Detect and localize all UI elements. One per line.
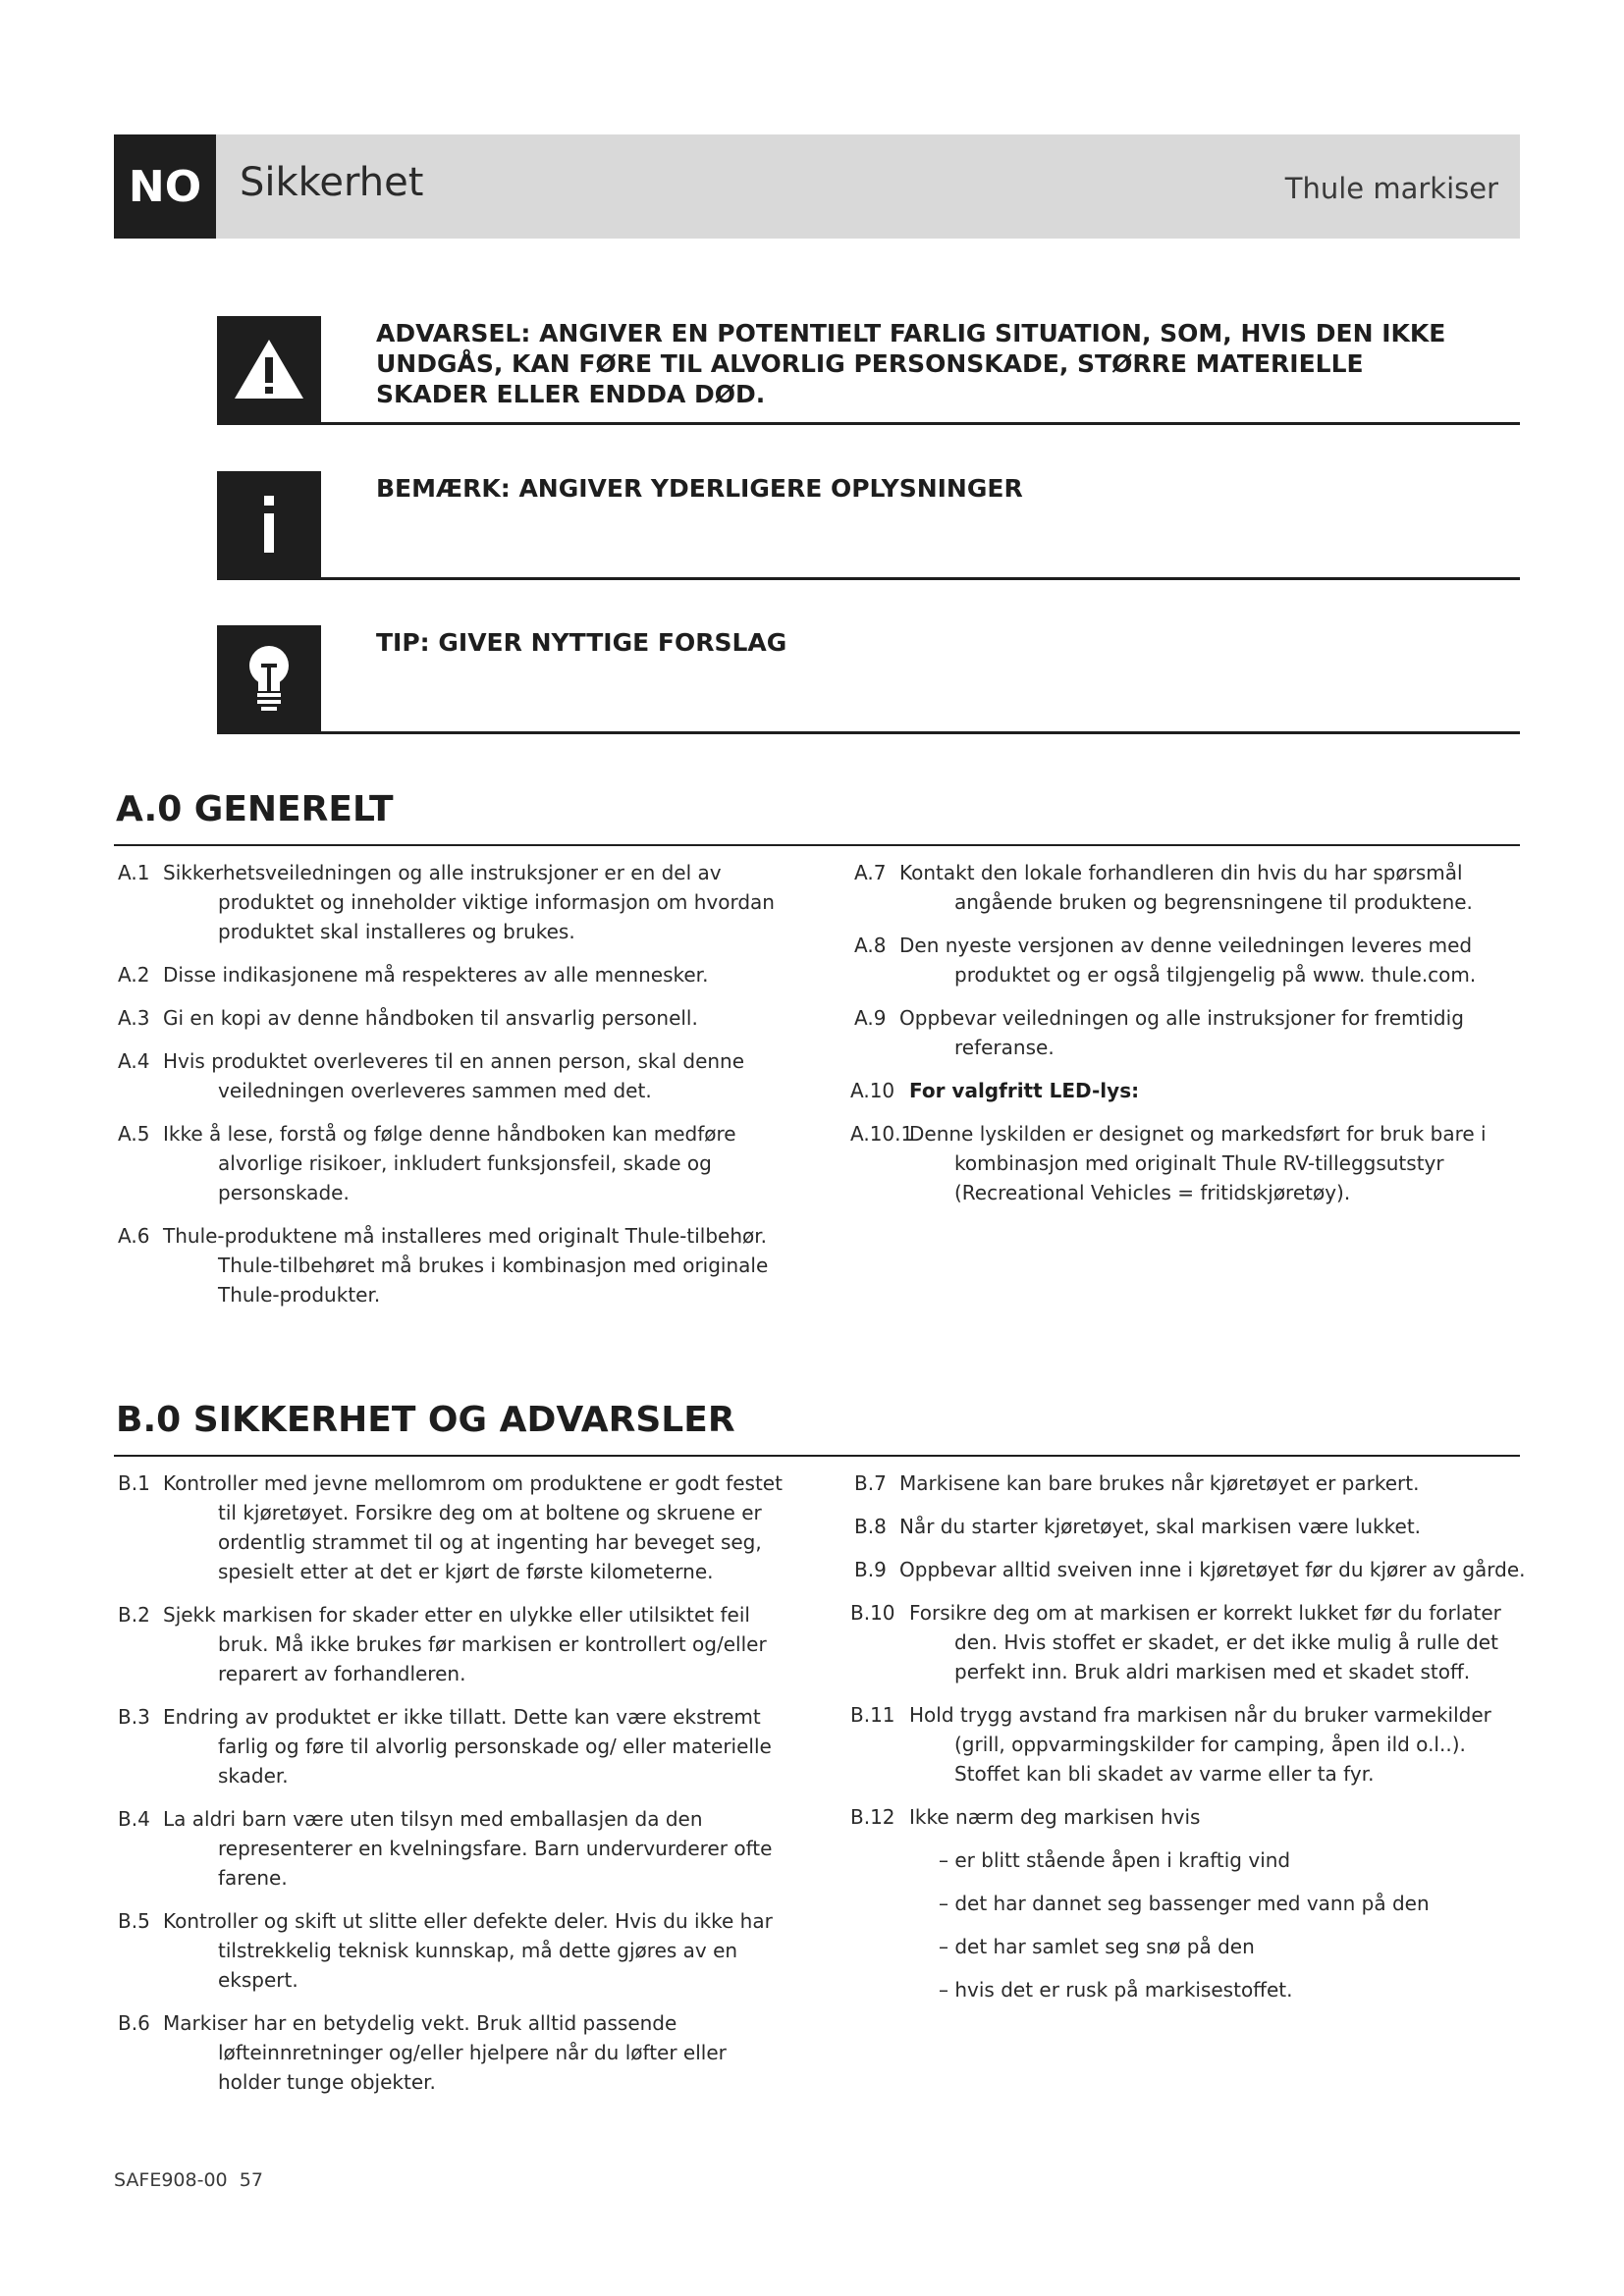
section-a-title: A.0 GENERELT (116, 789, 394, 829)
list-item: B.4 La aldri barn være uten tilsyn med emballasjen da den representerer en kvelningsfare. Barn undervurderer ofte farene. (118, 1807, 773, 1890)
bullet-item: – det har samlet seg snø på den (939, 1935, 1255, 1958)
list-item: A.2 Disse indikasjonene må respekteres av alle mennesker. (118, 963, 709, 987)
list-item: B.8 Når du starter kjøretøyet, skal markisen være lukket. (854, 1515, 1422, 1538)
section-b-right-column (850, 1468, 1528, 2018)
list-item: B.3 Endring av produktet er ikke tillatt. Dette kan være ekstremt farlig og føre til alvorlig personskade og/ eller materielle skader. (118, 1705, 772, 1788)
list-item: A.6 Thule-produktene må installeres med originalt Thule-tilbehør. Thule-tilbehøret må brukes i kombinasjon med originale Thule-produkter. (118, 1224, 769, 1307)
section-b-left-column (114, 1468, 791, 2110)
list-item: A.7 Kontakt den lokale forhandleren din hvis du har spørsmål angående bruken og begrensningene til produktene. (854, 861, 1473, 914)
info-icon (217, 471, 321, 577)
page-title: Sikkerhet (240, 160, 424, 205)
warning-icon (217, 316, 321, 422)
notice-warning (217, 316, 1520, 425)
list-item: A.10.1 Denne lyskilden er designet og markedsført for bruk bare i kombinasjon med originalt Thule RV-tilleggsutstyr (Recreational Vehicles = fritidskjøretøy). (850, 1122, 1487, 1204)
section-a-heading (114, 787, 1520, 846)
list-item: B.2 Sjekk markisen for skader etter en ulykke eller utilsiktet feil bruk. Må ikke brukes før markisen er kontrollert og/eller reparert av forhandleren. (118, 1603, 767, 1685)
lightbulb-icon (217, 625, 321, 731)
notice-warning-text: ADVARSEL: ANGIVER EN POTENTIELT FARLIG SITUATION, SOM, HVIS DEN IKKE UNDGÅS, KAN FØRE TIL ALVORLIG PERSONSKADE, STØRRE MATERIELLE SKADER ELLER ENDDA DØD. (376, 319, 1446, 408)
document-code: SAFE908-00 (114, 2169, 228, 2191)
notice-info-text: BEMÆRK: ANGIVER YDERLIGERE OPLYSNINGER (376, 474, 1023, 503)
list-item: A.8 Den nyeste versjonen av denne veiledningen leveres med produktet og er også tilgjengelig på www. thule.com. (854, 934, 1477, 987)
list-item: B.12 Ikke nærm deg markisen hvis (850, 1805, 1201, 1829)
list-item-heading: A.10 For valgfritt LED-lys: (850, 1079, 1140, 1102)
product-name: Thule markiser (1284, 172, 1498, 205)
list-item: B.9 Oppbevar alltid sveiven inne i kjøretøyet før du kjører av gårde. (854, 1558, 1526, 1581)
list-item: A.5 Ikke å lese, forstå og følge denne håndboken kan medføre alvorlige risikoer, inkludert funksjonsfeil, skade og personskade. (118, 1122, 736, 1204)
section-b-title: B.0 SIKKERHET OG ADVARSLER (116, 1400, 735, 1440)
list-item: B.1 Kontroller med jevne mellomrom om produktene er godt festet til kjøretøyet. Forsikre deg om at boltene og skruene er ordentlig strammet til og at ingenting har beveget seg, spesielt etter at det er kjørt de første kilometerne. (118, 1471, 783, 1583)
notice-tip-text: TIP: GIVER NYTTIGE FORSLAG (376, 628, 787, 657)
list-item: A.9 Oppbevar veiledningen og alle instruksjoner for fremtidig referanse. (854, 1006, 1464, 1059)
list-item: A.4 Hvis produktet overleveres til en annen person, skal denne veiledningen overleveres sammen med det. (118, 1049, 745, 1102)
header-band (114, 134, 1520, 239)
notice-tip (217, 625, 1520, 734)
list-item: B.10 Forsikre deg om at markisen er korrekt lukket før du forlater den. Hvis stoffet er skadet, er det ikke mulig å rulle det perfekt inn. Bruk aldri markisen med et skadet stoff. (850, 1601, 1501, 1683)
list-item: B.5 Kontroller og skift ut slitte eller defekte deler. Hvis du ikke har tilstrekkelig teknisk kunnskap, må dette gjøres av en ekspert. (118, 1909, 773, 1992)
notice-info (217, 471, 1520, 580)
language-badge: NO (114, 134, 216, 239)
page-footer (114, 2169, 263, 2191)
list-item: A.1 Sikkerhetsveiledningen og alle instruksjoner er en del av produktet og inneholder viktige informasjon om hvordan produktet skal installeres og brukes. (118, 861, 775, 943)
list-item: B.11 Hold trygg avstand fra markisen når du bruker varmekilder (grill, oppvarmingskilder for camping, åpen ild o.l..). Stoffet kan bli skadet av varme eller ta fyr. (850, 1703, 1491, 1786)
list-item: B.7 Markisene kan bare brukes når kjøretøyet er parkert. (854, 1471, 1420, 1495)
bullet-item: – er blitt stående åpen i kraftig vind (939, 1848, 1291, 1872)
page-number: 57 (239, 2169, 263, 2191)
bullet-list (850, 1845, 1528, 2004)
list-item: A.3 Gi en kopi av denne håndboken til ansvarlig personell. (118, 1006, 698, 1030)
bullet-item: – det har dannet seg bassenger med vann på den (939, 1892, 1430, 1915)
section-a-left-column (114, 858, 791, 1323)
list-item: B.6 Markiser har en betydelig vekt. Bruk alltid passende løfteinnretninger og/eller hjelpere når du løfter eller holder tunge objekter. (118, 2011, 727, 2094)
bullet-item: – hvis det er rusk på markisestoffet. (939, 1978, 1293, 2002)
section-a-right-column (850, 858, 1528, 1221)
section-b-heading (114, 1398, 1520, 1457)
